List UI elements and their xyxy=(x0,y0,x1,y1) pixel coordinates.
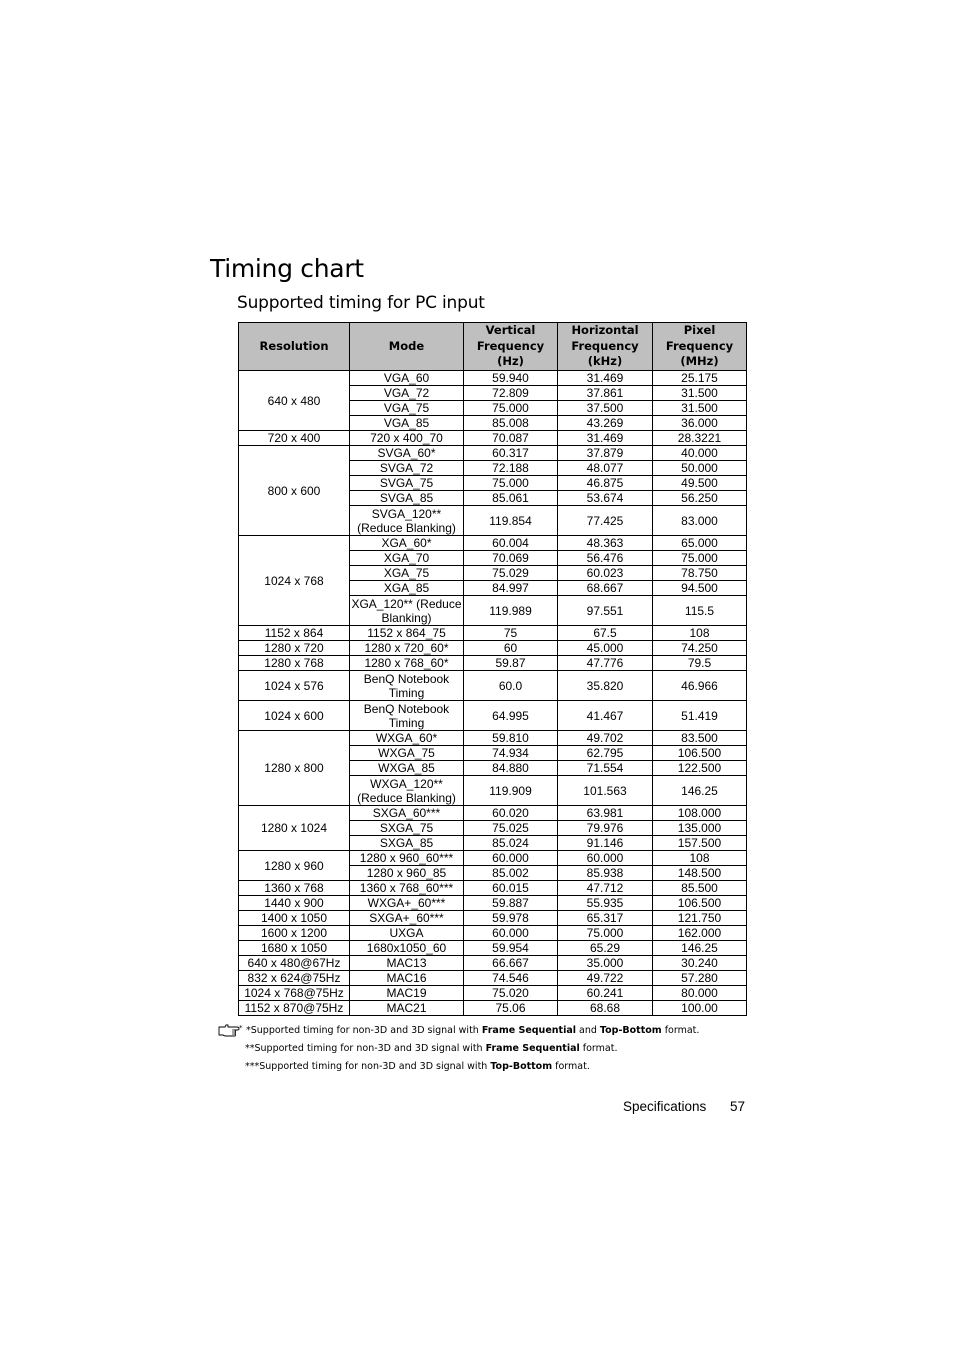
column-header-text: Frequency xyxy=(665,338,734,353)
table-row xyxy=(239,956,747,971)
vertical-frequency-cell: 75.025 xyxy=(464,821,558,836)
mode-text: VGA_60 xyxy=(383,371,430,385)
column-header-text: (MHz) xyxy=(680,354,719,369)
pixel-frequency-cell: 148.500 xyxy=(653,866,747,881)
mode-text: XGA_120** (Reduce xyxy=(351,596,462,611)
resolution-cell: 1600 x 1200 xyxy=(239,926,350,941)
horizontal-frequency-cell: 68.667 xyxy=(558,581,653,596)
mode-text: SXGA+_60*** xyxy=(369,911,444,925)
table-row xyxy=(239,896,747,911)
mode-text: 1360 x 768_60*** xyxy=(359,881,454,895)
vertical-frequency-cell: 119.989 xyxy=(464,596,558,626)
resolution-cell: 1024 x 768@75Hz xyxy=(239,986,350,1001)
vertical-frequency-cell: 85.024 xyxy=(464,836,558,851)
table-row xyxy=(239,806,747,821)
resolution-cell: 1024 x 768 xyxy=(239,536,350,626)
horizontal-frequency-cell: 35.000 xyxy=(558,956,653,971)
mode-text: 1280 x 960_60*** xyxy=(359,851,454,865)
mode-cell xyxy=(350,551,464,566)
mode-cell xyxy=(350,1001,464,1016)
footnote-bold1: Frame Sequential xyxy=(481,1025,576,1036)
horizontal-frequency-cell: 37.500 xyxy=(558,401,653,416)
horizontal-frequency-cell: 37.879 xyxy=(558,446,653,461)
mode-text: VGA_72 xyxy=(383,386,430,400)
pixel-frequency-cell: 78.750 xyxy=(653,566,747,581)
table-row xyxy=(239,701,747,731)
vertical-frequency-cell: 60.000 xyxy=(464,851,558,866)
column-header xyxy=(653,323,747,371)
footnote xyxy=(245,1043,618,1054)
pixel-frequency-cell: 46.966 xyxy=(653,671,747,701)
horizontal-frequency-cell: 91.146 xyxy=(558,836,653,851)
mode-text: SVGA_120** xyxy=(371,506,442,521)
vertical-frequency-cell: 75.06 xyxy=(464,1001,558,1016)
resolution-cell: 1360 x 768 xyxy=(239,881,350,896)
footnote-bold1: Frame Sequential xyxy=(485,1043,580,1054)
vertical-frequency-cell: 74.546 xyxy=(464,971,558,986)
pixel-frequency-cell: 56.250 xyxy=(653,491,747,506)
vertical-frequency-cell: 119.909 xyxy=(464,776,558,806)
horizontal-frequency-cell: 79.976 xyxy=(558,821,653,836)
horizontal-frequency-cell: 49.702 xyxy=(558,731,653,746)
column-header-text: Resolution xyxy=(259,338,329,353)
footnote-suffix: format. xyxy=(579,1043,618,1054)
mode-text: Blanking) xyxy=(381,610,432,625)
column-header-text: Frequency xyxy=(571,338,639,353)
table-row xyxy=(239,656,747,671)
table-row xyxy=(239,671,747,701)
mode-cell xyxy=(350,371,464,386)
pixel-frequency-cell: 106.500 xyxy=(653,746,747,761)
mode-text: Timing xyxy=(388,685,425,700)
mode-text: WXGA_60* xyxy=(375,731,438,745)
pixel-frequency-cell: 65.000 xyxy=(653,536,747,551)
mode-cell xyxy=(350,386,464,401)
pixel-frequency-cell: 135.000 xyxy=(653,821,747,836)
mode-text: SXGA_60*** xyxy=(372,806,441,820)
vertical-frequency-cell: 75.000 xyxy=(464,476,558,491)
mode-text: 1680x1050_60 xyxy=(366,941,447,955)
column-header xyxy=(350,323,464,371)
horizontal-frequency-cell: 31.469 xyxy=(558,431,653,446)
horizontal-frequency-cell: 43.269 xyxy=(558,416,653,431)
horizontal-frequency-cell: 77.425 xyxy=(558,506,653,536)
horizontal-frequency-cell: 67.5 xyxy=(558,626,653,641)
mode-text: 720 x 400_70 xyxy=(370,431,443,445)
timing-table xyxy=(238,322,747,1016)
resolution-cell: 1440 x 900 xyxy=(239,896,350,911)
mode-cell xyxy=(350,671,464,701)
vertical-frequency-cell: 59.940 xyxy=(464,371,558,386)
page-number: 57 xyxy=(730,1099,746,1114)
mode-text: MAC16 xyxy=(386,971,427,985)
mode-text: SVGA_60* xyxy=(377,446,436,460)
table-row xyxy=(239,446,747,461)
horizontal-frequency-cell: 63.981 xyxy=(558,806,653,821)
mode-text: XGA_85 xyxy=(383,581,430,595)
resolution-cell: 1152 x 864 xyxy=(239,626,350,641)
mode-cell xyxy=(350,776,464,806)
horizontal-frequency-cell: 55.935 xyxy=(558,896,653,911)
pixel-frequency-cell: 85.500 xyxy=(653,881,747,896)
vertical-frequency-cell: 60.004 xyxy=(464,536,558,551)
horizontal-frequency-cell: 97.551 xyxy=(558,596,653,626)
column-header-text: (kHz) xyxy=(587,354,623,369)
mode-cell xyxy=(350,971,464,986)
column-header-text: Pixel xyxy=(683,323,716,338)
mode-cell xyxy=(350,476,464,491)
pixel-frequency-cell: 94.500 xyxy=(653,581,747,596)
column-header-text: Horizontal xyxy=(571,323,639,338)
mode-text: SXGA_85 xyxy=(379,836,434,850)
mode-text: MAC13 xyxy=(386,956,427,970)
resolution-cell: 1400 x 1050 xyxy=(239,911,350,926)
vertical-frequency-cell: 70.087 xyxy=(464,431,558,446)
mode-text: VGA_75 xyxy=(383,401,430,415)
table-row xyxy=(239,626,747,641)
mode-text: 1280 x 960_85 xyxy=(366,866,447,880)
pixel-frequency-cell: 31.500 xyxy=(653,401,747,416)
pixel-frequency-cell: 106.500 xyxy=(653,896,747,911)
horizontal-frequency-cell: 31.469 xyxy=(558,371,653,386)
horizontal-frequency-cell: 49.722 xyxy=(558,971,653,986)
table-row xyxy=(239,1001,747,1016)
mode-text: 1152 x 864_75 xyxy=(367,626,446,640)
vertical-frequency-cell: 60 xyxy=(464,641,558,656)
vertical-frequency-cell: 59.978 xyxy=(464,911,558,926)
mode-text: 1280 x 768_60* xyxy=(364,656,449,670)
horizontal-frequency-cell: 53.674 xyxy=(558,491,653,506)
pixel-frequency-cell: 50.000 xyxy=(653,461,747,476)
resolution-cell: 1152 x 870@75Hz xyxy=(239,1001,350,1016)
pixel-frequency-cell: 122.500 xyxy=(653,761,747,776)
pixel-frequency-cell: 75.000 xyxy=(653,551,747,566)
resolution-cell: 1280 x 720 xyxy=(239,641,350,656)
vertical-frequency-cell: 60.0 xyxy=(464,671,558,701)
mode-cell xyxy=(350,761,464,776)
mode-cell xyxy=(350,461,464,476)
footnote xyxy=(245,1061,590,1072)
vertical-frequency-cell: 72.809 xyxy=(464,386,558,401)
mode-cell xyxy=(350,911,464,926)
vertical-frequency-cell: 59.887 xyxy=(464,896,558,911)
pixel-frequency-cell: 51.419 xyxy=(653,701,747,731)
mode-cell xyxy=(350,881,464,896)
mode-cell xyxy=(350,836,464,851)
mode-cell xyxy=(350,941,464,956)
mode-text: SVGA_72 xyxy=(379,461,434,475)
mode-text: XGA_60* xyxy=(381,536,432,550)
resolution-cell: 1680 x 1050 xyxy=(239,941,350,956)
pixel-frequency-cell: 83.000 xyxy=(653,506,747,536)
pixel-frequency-cell: 79.5 xyxy=(653,656,747,671)
table-row xyxy=(239,431,747,446)
footnote-bold2: Top-Bottom xyxy=(599,1025,662,1036)
mode-cell xyxy=(350,641,464,656)
footnote-bold1: Top-Bottom xyxy=(490,1061,553,1072)
mode-cell xyxy=(350,896,464,911)
vertical-frequency-cell: 75.020 xyxy=(464,986,558,1001)
svg-text:*: * xyxy=(239,1024,243,1032)
column-header-text: Mode xyxy=(388,338,425,353)
mode-cell xyxy=(350,596,464,626)
pixel-frequency-cell: 49.500 xyxy=(653,476,747,491)
column-header xyxy=(464,323,558,371)
resolution-cell: 1280 x 1024 xyxy=(239,806,350,851)
footnote-suffix: format. xyxy=(552,1061,590,1072)
mode-text: XGA_70 xyxy=(383,551,430,565)
mode-cell xyxy=(350,626,464,641)
pixel-frequency-cell: 121.750 xyxy=(653,911,747,926)
vertical-frequency-cell: 85.008 xyxy=(464,416,558,431)
vertical-frequency-cell: 85.061 xyxy=(464,491,558,506)
mode-text: (Reduce Blanking) xyxy=(357,520,456,535)
table-row xyxy=(239,911,747,926)
pixel-frequency-cell: 80.000 xyxy=(653,986,747,1001)
mode-text: XGA_75 xyxy=(383,566,430,580)
mode-text: WXGA+_60*** xyxy=(367,896,446,910)
table-row xyxy=(239,926,747,941)
page-title: Timing chart xyxy=(210,254,364,283)
pixel-frequency-cell: 108 xyxy=(653,626,747,641)
mode-cell xyxy=(350,986,464,1001)
horizontal-frequency-cell: 60.023 xyxy=(558,566,653,581)
vertical-frequency-cell: 60.020 xyxy=(464,806,558,821)
horizontal-frequency-cell: 48.077 xyxy=(558,461,653,476)
mode-cell xyxy=(350,926,464,941)
vertical-frequency-cell: 84.997 xyxy=(464,581,558,596)
mode-cell xyxy=(350,851,464,866)
horizontal-frequency-cell: 65.317 xyxy=(558,911,653,926)
resolution-cell: 1280 x 960 xyxy=(239,851,350,881)
mode-text: SXGA_75 xyxy=(379,821,434,835)
vertical-frequency-cell: 60.317 xyxy=(464,446,558,461)
pointing-hand-icon xyxy=(218,1024,244,1041)
pixel-frequency-cell: 40.000 xyxy=(653,446,747,461)
resolution-cell: 1280 x 800 xyxy=(239,731,350,806)
mode-cell xyxy=(350,416,464,431)
resolution-cell: 640 x 480 xyxy=(239,371,350,431)
resolution-cell: 720 x 400 xyxy=(239,431,350,446)
column-header-text: (Hz) xyxy=(497,354,524,369)
mode-text: BenQ Notebook xyxy=(363,671,450,686)
horizontal-frequency-cell: 47.712 xyxy=(558,881,653,896)
footnote-mid: and xyxy=(576,1025,600,1036)
vertical-frequency-cell: 66.667 xyxy=(464,956,558,971)
mode-cell xyxy=(350,731,464,746)
pixel-frequency-cell: 25.175 xyxy=(653,371,747,386)
horizontal-frequency-cell: 46.875 xyxy=(558,476,653,491)
footnote-prefix: ***Supported timing for non-3D and 3D signal with xyxy=(245,1061,491,1072)
pixel-frequency-cell: 146.25 xyxy=(653,941,747,956)
mode-text: MAC21 xyxy=(386,1001,427,1015)
mode-cell xyxy=(350,866,464,881)
footnote xyxy=(246,1025,699,1036)
table-row xyxy=(239,731,747,746)
footnote-suffix: format. xyxy=(661,1025,700,1036)
mode-cell xyxy=(350,506,464,536)
mode-text: SVGA_75 xyxy=(379,476,434,490)
horizontal-frequency-cell: 101.563 xyxy=(558,776,653,806)
pixel-frequency-cell: 108 xyxy=(653,851,747,866)
vertical-frequency-cell: 75 xyxy=(464,626,558,641)
mode-cell xyxy=(350,581,464,596)
footnote-prefix: *Supported timing for non-3D and 3D signal with xyxy=(246,1025,482,1036)
vertical-frequency-cell: 64.995 xyxy=(464,701,558,731)
mode-text: Timing xyxy=(388,715,425,730)
table-row xyxy=(239,941,747,956)
vertical-frequency-cell: 59.810 xyxy=(464,731,558,746)
pixel-frequency-cell: 162.000 xyxy=(653,926,747,941)
vertical-frequency-cell: 84.880 xyxy=(464,761,558,776)
table-row xyxy=(239,851,747,866)
vertical-frequency-cell: 119.854 xyxy=(464,506,558,536)
footer-section: Specifications xyxy=(623,1099,707,1114)
vertical-frequency-cell: 60.000 xyxy=(464,926,558,941)
resolution-cell: 1024 x 576 xyxy=(239,671,350,701)
mode-text: WXGA_75 xyxy=(378,746,435,760)
vertical-frequency-cell: 60.015 xyxy=(464,881,558,896)
pixel-frequency-cell: 100.00 xyxy=(653,1001,747,1016)
mode-text: (Reduce Blanking) xyxy=(357,790,456,805)
horizontal-frequency-cell: 65.29 xyxy=(558,941,653,956)
mode-cell xyxy=(350,536,464,551)
mode-cell xyxy=(350,656,464,671)
mode-cell xyxy=(350,566,464,581)
mode-text: MAC19 xyxy=(386,986,427,1000)
column-header-text: Frequency xyxy=(476,338,545,353)
mode-cell xyxy=(350,821,464,836)
table-row xyxy=(239,641,747,656)
vertical-frequency-cell: 75.029 xyxy=(464,566,558,581)
table-row xyxy=(239,881,747,896)
horizontal-frequency-cell: 45.000 xyxy=(558,641,653,656)
pixel-frequency-cell: 157.500 xyxy=(653,836,747,851)
mode-cell xyxy=(350,401,464,416)
mode-text: SVGA_85 xyxy=(379,491,434,505)
mode-cell xyxy=(350,746,464,761)
mode-cell xyxy=(350,701,464,731)
vertical-frequency-cell: 59.87 xyxy=(464,656,558,671)
pixel-frequency-cell: 30.240 xyxy=(653,956,747,971)
resolution-cell: 1280 x 768 xyxy=(239,656,350,671)
pixel-frequency-cell: 108.000 xyxy=(653,806,747,821)
horizontal-frequency-cell: 56.476 xyxy=(558,551,653,566)
column-header-text: Vertical xyxy=(485,323,536,338)
horizontal-frequency-cell: 71.554 xyxy=(558,761,653,776)
mode-cell xyxy=(350,956,464,971)
pixel-frequency-cell: 115.5 xyxy=(653,596,747,626)
vertical-frequency-cell: 75.000 xyxy=(464,401,558,416)
mode-text: UXGA xyxy=(389,926,424,940)
pixel-frequency-cell: 146.25 xyxy=(653,776,747,806)
resolution-cell: 832 x 624@75Hz xyxy=(239,971,350,986)
footnote-prefix: **Supported timing for non-3D and 3D signal with xyxy=(245,1043,486,1054)
table-row xyxy=(239,536,747,551)
mode-text: VGA_85 xyxy=(383,416,430,430)
horizontal-frequency-cell: 68.68 xyxy=(558,1001,653,1016)
pixel-frequency-cell: 31.500 xyxy=(653,386,747,401)
mode-cell xyxy=(350,491,464,506)
resolution-cell: 800 x 600 xyxy=(239,446,350,536)
horizontal-frequency-cell: 60.000 xyxy=(558,851,653,866)
mode-text: WXGA_120** xyxy=(370,776,443,791)
mode-cell xyxy=(350,446,464,461)
horizontal-frequency-cell: 85.938 xyxy=(558,866,653,881)
vertical-frequency-cell: 59.954 xyxy=(464,941,558,956)
pixel-frequency-cell: 28.3221 xyxy=(653,431,747,446)
vertical-frequency-cell: 85.002 xyxy=(464,866,558,881)
table-header-row xyxy=(239,323,747,371)
horizontal-frequency-cell: 48.363 xyxy=(558,536,653,551)
mode-text: WXGA_85 xyxy=(378,761,435,775)
horizontal-frequency-cell: 35.820 xyxy=(558,671,653,701)
horizontal-frequency-cell: 75.000 xyxy=(558,926,653,941)
table-body xyxy=(239,371,747,1016)
pixel-frequency-cell: 74.250 xyxy=(653,641,747,656)
horizontal-frequency-cell: 47.776 xyxy=(558,656,653,671)
column-header xyxy=(239,323,350,371)
horizontal-frequency-cell: 60.241 xyxy=(558,986,653,1001)
horizontal-frequency-cell: 62.795 xyxy=(558,746,653,761)
mode-cell xyxy=(350,431,464,446)
column-header xyxy=(558,323,653,371)
pixel-frequency-cell: 83.500 xyxy=(653,731,747,746)
vertical-frequency-cell: 70.069 xyxy=(464,551,558,566)
table-row xyxy=(239,971,747,986)
pixel-frequency-cell: 57.280 xyxy=(653,971,747,986)
mode-text: BenQ Notebook xyxy=(363,701,450,716)
resolution-cell: 640 x 480@67Hz xyxy=(239,956,350,971)
mode-text: 1280 x 720_60* xyxy=(364,641,449,655)
horizontal-frequency-cell: 37.861 xyxy=(558,386,653,401)
table-row xyxy=(239,371,747,386)
vertical-frequency-cell: 72.188 xyxy=(464,461,558,476)
resolution-cell: 1024 x 600 xyxy=(239,701,350,731)
section-title: Supported timing for PC input xyxy=(237,293,485,313)
horizontal-frequency-cell: 41.467 xyxy=(558,701,653,731)
pixel-frequency-cell: 36.000 xyxy=(653,416,747,431)
vertical-frequency-cell: 74.934 xyxy=(464,746,558,761)
table-row xyxy=(239,986,747,1001)
mode-cell xyxy=(350,806,464,821)
